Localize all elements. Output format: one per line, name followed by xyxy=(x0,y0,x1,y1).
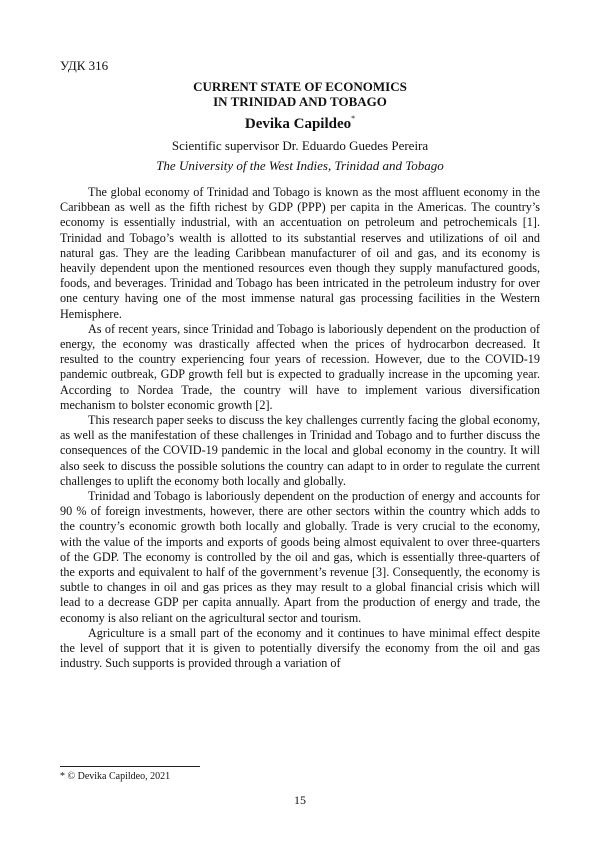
article-body xyxy=(60,185,540,672)
author-name xyxy=(60,116,540,133)
title-line-2: IN TRINIDAD AND TOBAGO xyxy=(213,94,387,109)
paragraph: The global economy of Trinidad and Tobago is known as the most affluent economy in the Caribbean as well as the fifth richest by GDP (PPP) per capita in the Americas. The country’s economy is essentially industrial, with an accentuation on petroleum and petrochemicals [1]. Trinidad and Tobago’s wealth is allotted to its substantial reserves and utilizations of oil and natural gas. They are the leading Caribbean manufacturer of oil and gas, and its economy is heavily dependent upon the mentioned resources even though they supply manufactured goods, foods, and beverages. Trinidad and Tobago has been intricated in the petroleum industry for over one century having one of the most immense natural gas processing facilities in the Western Hemisphere. xyxy=(60,185,540,321)
article-title xyxy=(60,79,540,109)
udk-code: УДК 316 xyxy=(60,58,109,73)
supervisor-line: Scientific supervisor Dr. Eduardo Guedes Pereira xyxy=(171,138,429,153)
paragraph: Trinidad and Tobago is laboriously dependent on the production of energy and accounts for 90 % of foreign investments, however, there are other sectors within the country which adds to the country’s economic growth both locally and globally. Trade is very crucial to the economy, with the value of the imports and exports of goods being almost equivalent to over three-quarters of the GDP. The economy is controlled by the oil and gas, which is essentially three-quarters of the exports and equivalent to half of the government’s revenue [3]. Consequently, the economy is subtle to changes in oil and gas prices as they may result to a global financial crisis which will lead to a decrease GDP per capita annually. Apart from the production of energy and trade, the economy is also reliant on the agricultural sector and tourism. xyxy=(60,489,540,625)
paragraph: Agriculture is a small part of the economy and it continues to have minimal effect despite the level of support that it is given to potentially diversify the economy from the oil and gas industry. Such supports is provided through a variation of xyxy=(60,625,540,671)
footnote-divider xyxy=(60,766,200,767)
author-footnote-mark: * xyxy=(351,114,356,123)
paragraph: As of recent years, since Trinidad and Tobago is laboriously dependent on the production of energy, the economy was drastically affected when the prices of hydrocarbon decreased. It resulted to the country experiencing four years of recession. However, due to the COVID-19 pandemic outbreak, GDP growth fell but is expected to gradually increase in the upcoming year. According to Nordea Trade, the country will have to implement various diversification mechanism to bolster economic growth [2]. xyxy=(60,321,540,412)
affiliation-line: The University of the West Indies, Trinidad and Tobago xyxy=(156,158,444,173)
page-number: 15 xyxy=(294,793,306,807)
author-text: Devika Capildeo xyxy=(244,116,352,132)
paragraph: This research paper seeks to discuss the key challenges currently facing the global economy, as well as the manifestation of these challenges in Trinidad and Tobago and to further discuss the consequences of the COVID-19 pandemic in the local and global economy in the country. It will also seek to discuss the possible solutions the country can adapt to in order to regulate the current challenges to uplift the economy both locally and globally. xyxy=(60,413,540,488)
footnote: * © Devika Capildeo, 2021 xyxy=(60,771,171,782)
title-line-1: CURRENT STATE OF ECONOMICS xyxy=(193,79,407,94)
